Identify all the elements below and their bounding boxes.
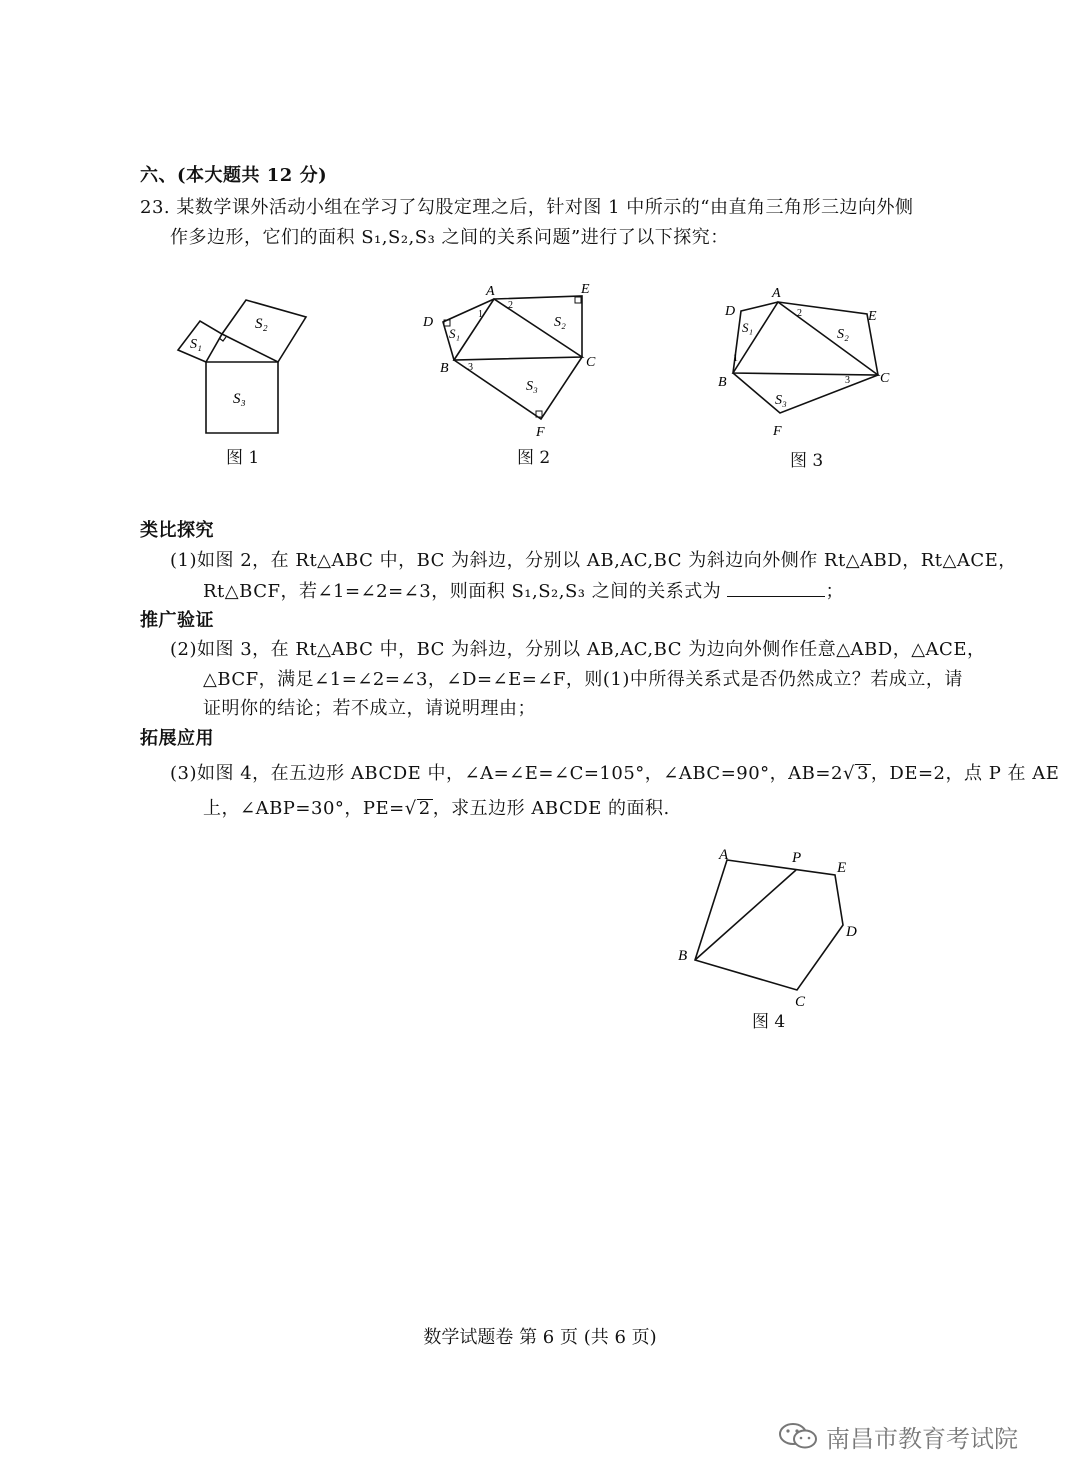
- part2-heading: 推广验证: [140, 610, 214, 631]
- figure-3: [715, 283, 905, 443]
- fig4-label-d: D: [846, 924, 857, 940]
- figure-3-caption: 图 3: [790, 451, 824, 471]
- fig2-label-b: B: [440, 361, 449, 376]
- part3-line-2-a: 上，∠ABP=30°，PE=: [203, 798, 405, 819]
- fig1-s1-label: S₁: [190, 337, 202, 352]
- part1-line-2-text: Rt△BCF，若∠1=∠2=∠3，则面积 S₁,S₂,S₃ 之间的关系式为: [203, 581, 722, 602]
- fig4-label-c: C: [795, 994, 806, 1010]
- sqrt-radicand-2: 2: [418, 798, 431, 819]
- fig4-label-e: E: [837, 860, 847, 876]
- part1-heading: 类比探究: [140, 520, 214, 541]
- fig3-label-d: D: [725, 304, 736, 319]
- figure-4: [670, 840, 870, 1010]
- fig4-label-b: B: [678, 948, 688, 964]
- fig2-angle-2: 2: [508, 300, 513, 311]
- fig3-angle-1: 1: [733, 353, 738, 364]
- part1-line-2-end: ；: [825, 581, 844, 602]
- figure-1: [170, 300, 310, 440]
- part3-line-2: [203, 797, 670, 821]
- part3-line-1-a: (3)如图 4，在五边形 ABCDE 中，∠A=∠E=∠C=105°，∠ABC=90°，AB=2: [170, 763, 843, 784]
- sqrt-sign: √: [404, 798, 417, 819]
- sqrt-sign: √: [842, 763, 855, 784]
- answer-blank: [727, 582, 825, 597]
- part1-line-1: (1)如图 2，在 Rt△ABC 中，BC 为斜边，分别以 AB,AC,BC 为斜边向外侧作 Rt△ABD，Rt△ACE，: [170, 550, 1017, 571]
- figure-1-caption: 图 1: [226, 448, 260, 468]
- fig2-angle-1: 1: [478, 309, 483, 320]
- part3-heading: 拓展应用: [140, 728, 214, 749]
- figure-2-caption: 图 2: [517, 448, 551, 468]
- figure-2: [420, 280, 610, 445]
- part2-line-3: 证明你的结论；若不成立，请说明理由；: [203, 698, 536, 719]
- fig2-angle-3: 3: [468, 362, 473, 373]
- fig2-s3-label: S₃: [526, 379, 538, 394]
- fig3-label-c: C: [880, 371, 890, 386]
- part2-line-2: △BCF，满足∠1=∠2=∠3，∠D=∠E=∠F，则(1)中所得关系式是否仍然成立？若成立，请: [203, 669, 963, 690]
- fig3-triangle-bcf: [733, 373, 878, 413]
- watermark-text: 南昌市教育考试院: [826, 1425, 1018, 1453]
- fig3-s3-label: S₃: [775, 393, 787, 408]
- fig2-label-f: F: [536, 425, 545, 440]
- fig4-label-a: A: [719, 847, 729, 863]
- wechat-icon: [778, 1421, 818, 1451]
- fig1-s2-label: S₂: [255, 316, 268, 332]
- page-footer: 数学试题卷 第 6 页 (共 6 页): [423, 1327, 657, 1348]
- fig2-right-angle-e: [575, 297, 581, 303]
- part2-line-1: (2)如图 3，在 Rt△ABC 中，BC 为斜边，分别以 AB,AC,BC 为边向外侧作任意△ABD，△ACE，: [170, 639, 986, 660]
- fig3-label-f: F: [773, 424, 782, 439]
- problem-line-1: 23. 某数学课外活动小组在学习了勾股定理之后，针对图 1 中所示的“由直角三角形三边向外侧: [140, 197, 914, 218]
- fig2-label-c: C: [586, 355, 596, 370]
- fig3-s2-label: S₂: [837, 327, 849, 342]
- figure-4-caption: 图 4: [752, 1012, 786, 1032]
- fig2-s1-label: S₁: [449, 326, 461, 341]
- fig2-label-e: E: [581, 282, 590, 297]
- fig2-s2-label: S₂: [554, 315, 566, 330]
- fig2-label-d: D: [423, 315, 434, 330]
- fig2-triangle-bcf: [454, 357, 582, 419]
- fig4-label-p: P: [792, 850, 802, 866]
- part1-line-2: [203, 580, 844, 604]
- fig3-s1-label: S₁: [742, 320, 754, 335]
- problem-line-2: 作多边形，它们的面积 S₁,S₂,S₃ 之间的关系问题”进行了以下探究：: [170, 227, 729, 248]
- fig4-pentagon-abcde: [695, 860, 843, 990]
- section-heading: 六、(本大题共 12 分): [140, 165, 328, 186]
- fig3-label-b: B: [718, 375, 727, 390]
- part3-line-1-b: ，DE=2，点 P 在 AE: [870, 763, 1060, 784]
- fig3-label-a: A: [772, 286, 781, 301]
- fig3-angle-2: 2: [797, 308, 802, 319]
- fig1-s3-label: S₃: [233, 391, 246, 407]
- fig3-label-e: E: [868, 309, 877, 324]
- part3-line-2-b: ，求五边形 ABCDE 的面积.: [432, 798, 670, 819]
- sqrt-radicand-3: 3: [856, 763, 869, 784]
- watermark: [778, 1417, 1058, 1457]
- part3-line-1: [170, 762, 1059, 786]
- fig2-label-a: A: [486, 284, 495, 299]
- fig3-angle-3: 3: [845, 375, 850, 386]
